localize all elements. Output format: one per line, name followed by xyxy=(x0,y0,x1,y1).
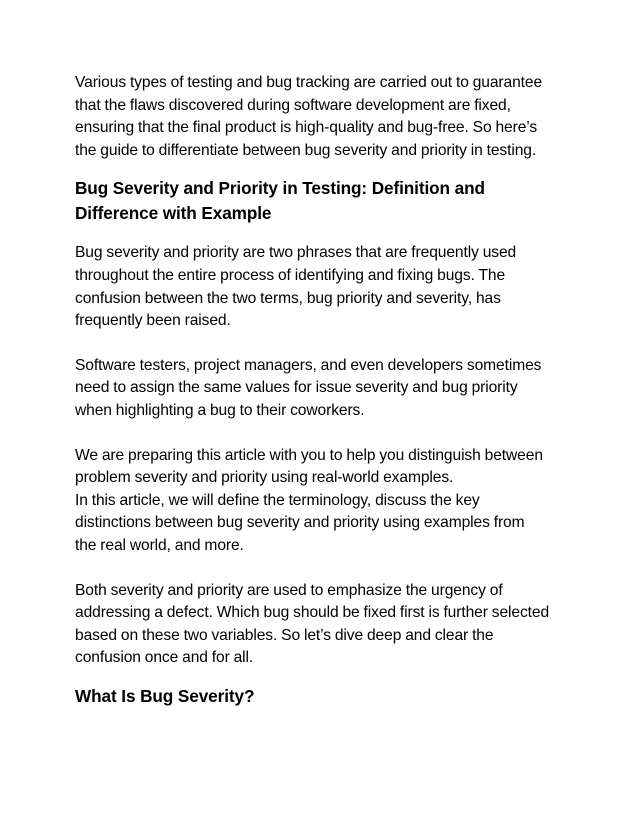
intro-paragraph xyxy=(75,72,575,162)
text-line: based on these two variables. So let’s dive deep and clear the xyxy=(75,626,494,644)
text-line: confusion once and for all. xyxy=(75,649,254,667)
document-page xyxy=(75,72,575,709)
body-paragraph xyxy=(75,445,575,558)
heading-line: Difference with Example xyxy=(75,203,272,224)
text-line: throughout the entire process of identifying and fixing bugs. The xyxy=(75,266,506,284)
text-line: We are preparing this article with you to help you distinguish between xyxy=(75,446,543,464)
text-line: that the flaws discovered during software development are fixed, xyxy=(75,96,511,114)
text-line: need to assign the same values for issue severity and bug priority xyxy=(75,379,518,397)
text-line: when highlighting a bug to their coworkers. xyxy=(75,401,365,419)
text-line: ensuring that the final product is high-quality and bug-free. So here’s xyxy=(75,119,538,137)
section-heading-definition xyxy=(75,176,575,226)
text-line: Bug severity and priority are two phrases that are frequently used xyxy=(75,244,517,262)
heading-line: What Is Bug Severity? xyxy=(75,685,255,706)
text-line: the real world, and more. xyxy=(75,536,244,554)
text-line: problem severity and priority using real-world examples. xyxy=(75,469,454,487)
text-line: addressing a defect. Which bug should be fixed first is further selected xyxy=(75,604,550,622)
text-line: frequently been raised. xyxy=(75,312,231,330)
heading-line: Bug Severity and Priority in Testing: Definition and xyxy=(75,178,485,199)
text-line: In this article, we will define the terminology, discuss the key xyxy=(75,491,480,509)
text-line: Software testers, project managers, and even developers sometimes xyxy=(75,356,542,374)
text-line: Various types of testing and bug tracking are carried out to guarantee xyxy=(75,74,543,91)
body-paragraph xyxy=(75,355,575,423)
body-paragraph xyxy=(75,580,575,670)
text-line: Both severity and priority are used to emphasize the urgency of xyxy=(75,581,503,599)
body-paragraph xyxy=(75,242,575,332)
text-line: distinctions between bug severity and priority using examples from xyxy=(75,514,525,532)
text-line: confusion between the two terms, bug priority and severity, has xyxy=(75,289,501,307)
text-line: the guide to differentiate between bug severity and priority in testing. xyxy=(75,141,537,159)
section-heading-bug-severity xyxy=(75,684,575,709)
